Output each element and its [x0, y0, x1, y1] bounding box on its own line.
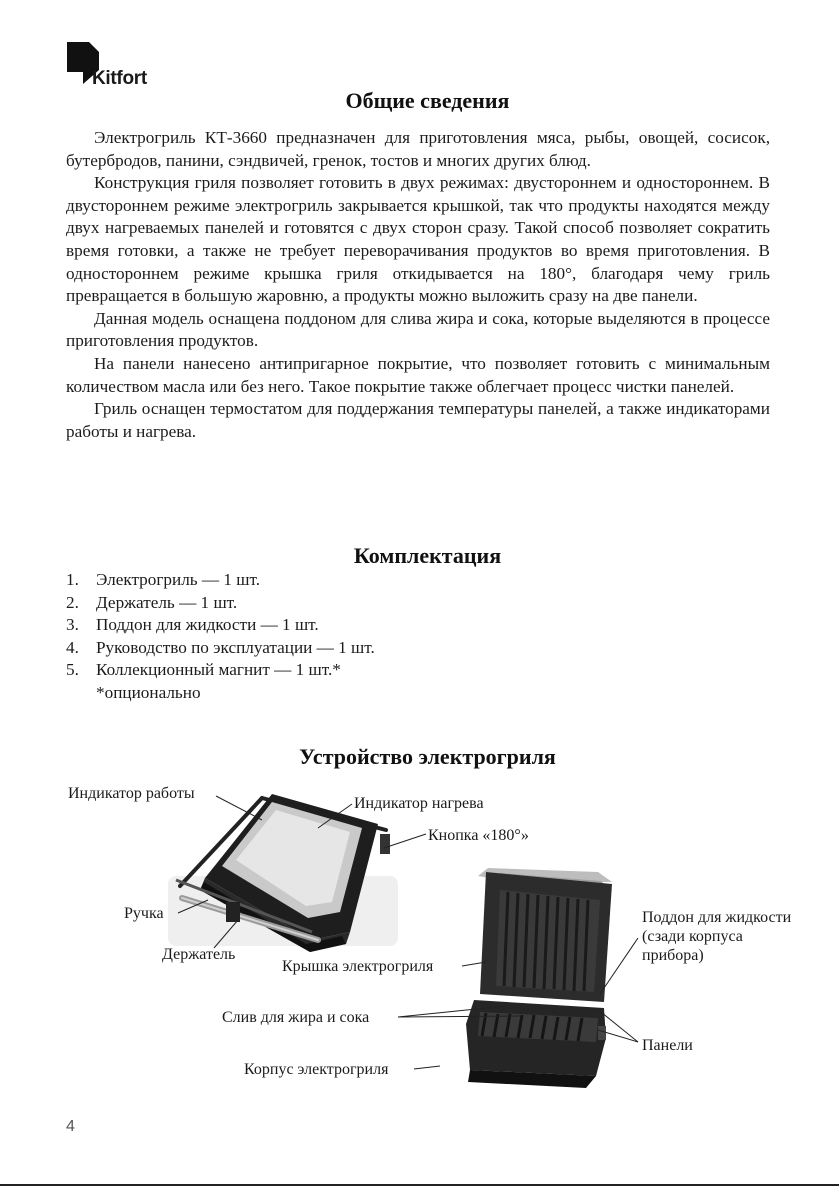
label-body: Корпус электрогриля: [244, 1061, 389, 1078]
label-button-180: Кнопка «180°»: [428, 827, 529, 844]
general-section-text: [66, 127, 770, 443]
list-item-number: 2.: [66, 592, 79, 612]
brand-name: Kitfort: [92, 68, 147, 89]
kit-section-title: Комплектация: [353, 543, 502, 568]
general-section-title: Общие сведения: [345, 88, 510, 113]
label-drain: Слив для жира и сока: [222, 1009, 370, 1026]
list-item-number: 1.: [66, 570, 79, 589]
list-item: [66, 637, 375, 660]
device-diagram: [0, 780, 839, 1110]
list-item-number: 4.: [66, 637, 79, 657]
list-item-text: Держатель — 1 шт.: [96, 592, 238, 612]
label-power-indicator: Индикатор работы: [68, 785, 195, 802]
label-lid: Крышка электрогриля: [282, 958, 434, 975]
closed-grill-illustration: [168, 794, 398, 952]
page-number: 4: [66, 1118, 75, 1135]
device-section-title: Устройство электрогриля: [299, 744, 556, 769]
list-item-text: Руководство по эксплуатации — 1 шт.: [96, 637, 375, 657]
list-item: [66, 592, 375, 615]
list-item-text: Коллекционный магнит — 1 шт.*: [96, 660, 341, 680]
kit-list: [66, 569, 375, 682]
paragraph: Электрогриль КТ-3660 предназначен для приготовления мяса, рыбы, овощей, сосисок, бутербродов, панини, сэндвичей, гренок, тостов и многих других блюд.: [66, 128, 770, 170]
list-item-number: 5.: [66, 660, 79, 680]
label-drip-tray: Поддон для жидкости (сзади корпуса прибора): [642, 909, 792, 964]
list-item-text: Электрогриль — 1 шт.: [96, 570, 261, 589]
list-item: [66, 614, 375, 637]
list-item: [66, 569, 375, 592]
label-heat-indicator: Индикатор нагрева: [354, 795, 484, 812]
kit-footnote: *опционально: [96, 683, 201, 702]
paragraph: Гриль оснащен термостатом для поддержания температуры панелей, а также индикаторами работы и нагрева.: [66, 399, 770, 441]
paragraph: Конструкция гриля позволяет готовить в двух режимах: двустороннем и одностороннем. В двустороннем режиме электрогриль закрывается крышкой, так что продукты находятся между двух нагреваемых панелей и готовятся с двух сторон сразу. Такой способ позволяет сократить время готовки, а также не требует переворачивания продуктов во время приготовления. В одностороннем режиме крышка гриля откидывается на 180°, благодаря чему гриль превращается в большую жаровню, а продукты можно выложить сразу на две панели.: [66, 173, 770, 306]
bottom-divider: [0, 1184, 839, 1186]
label-panels: Панели: [642, 1037, 693, 1054]
kitfort-logo: [66, 40, 166, 90]
list-item: [66, 659, 375, 682]
paragraph: На панели нанесено антипригарное покрытие, что позволяет готовить с минимальным количеством масла или без него. Такое покрытие также облегчает процесс чистки панелей.: [66, 353, 770, 396]
label-holder: Держатель: [162, 946, 236, 963]
paragraph: Данная модель оснащена поддоном для слива жира и сока, которые выделяются в процессе приготовления продуктов.: [66, 308, 770, 351]
open-grill-illustration: [466, 868, 612, 1088]
list-item-text: Поддон для жидкости — 1 шт.: [96, 615, 319, 635]
list-item-number: 3.: [66, 615, 79, 635]
label-handle: Ручка: [124, 905, 164, 922]
